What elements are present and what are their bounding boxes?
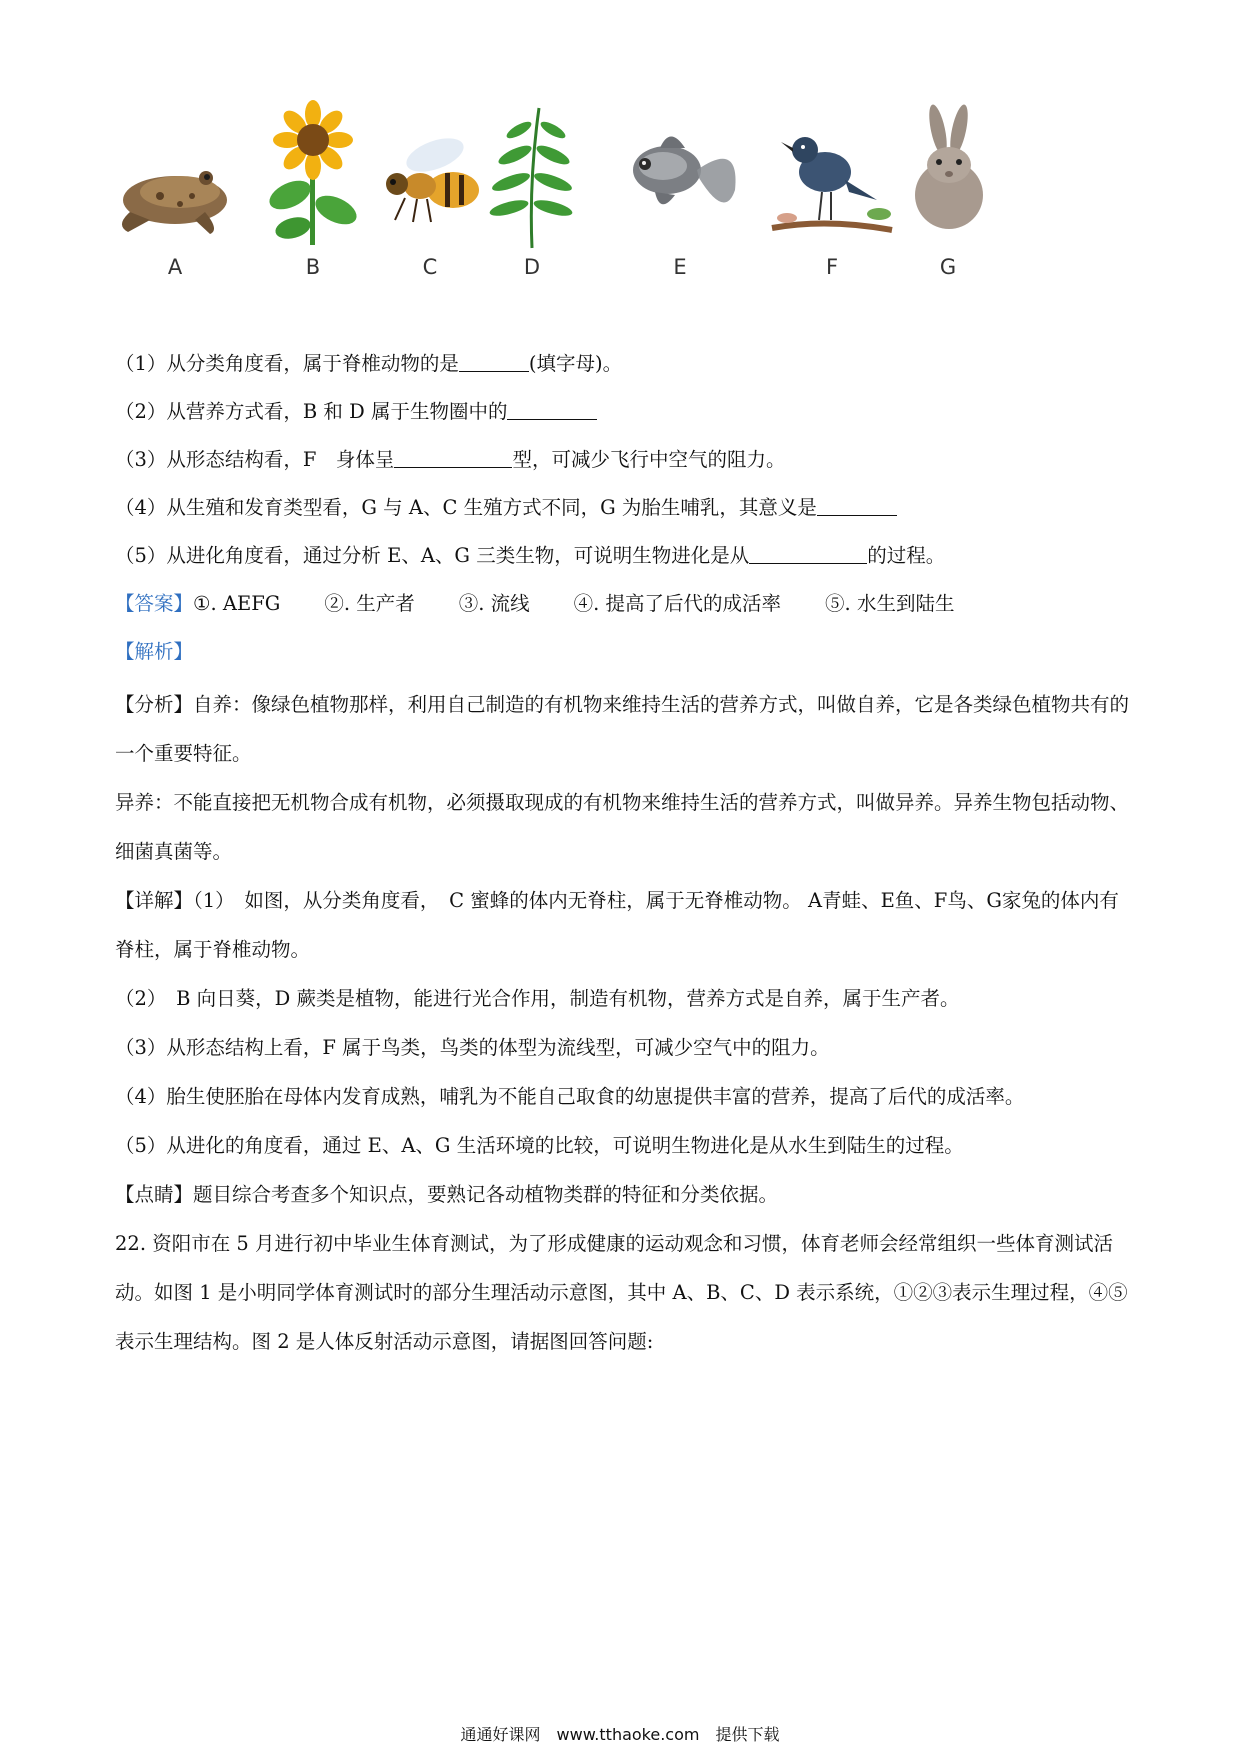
question-text: (填字母)。 (528, 352, 623, 375)
organism-b (248, 100, 378, 290)
organism-figure (110, 100, 1130, 290)
analysis-paragraph-2: 异养：不能直接把无机物合成有机物，必须摄取现成的有机物来维持生活的营养方式，叫做异养。异养生物包括动物、细菌真菌等。 (115, 791, 1130, 863)
detail-paragraph-5: （5）从进化的角度看，通过 E、A、G 生活环境的比较，可说明生物进化是从水生到陆生的过程。 (115, 1134, 964, 1157)
question-3 (115, 446, 785, 474)
question-2 (115, 398, 597, 426)
question-text: （1）从分类角度看，属于脊椎动物的是 (115, 352, 459, 375)
organism-letter: G (939, 255, 957, 279)
detail-paragraph-2: （2） B 向日葵，D 蕨类是植物，能进行光合作用，制造有机物，营养方式是自养，属于生产者。 (115, 987, 960, 1010)
organism-g (883, 100, 1013, 290)
question-text: 的过程。 (867, 544, 946, 567)
paragraph-text: 题目综合考查多个知识点，要熟记各动植物类群的特征和分类依据。 (193, 1183, 779, 1206)
paragraph-tag: 【分析】 (115, 693, 194, 716)
question-text: 型，可减少飞行中空气的阻力。 (512, 448, 786, 471)
pointer-paragraph (115, 1170, 1133, 1219)
question-5 (115, 542, 945, 570)
organism-letter: F (825, 255, 839, 279)
analysis-tag: 【解析】 (115, 640, 194, 663)
organism-letter: D (523, 255, 541, 279)
answer-item: ③. 流线 (458, 592, 530, 615)
sunflower-icon (248, 100, 378, 250)
page-footer: 通通好课网 www.tthaoke.com 提供下载 (460, 1725, 780, 1744)
question-22: 22. 资阳市在 5 月进行初中毕业生体育测试，为了形成健康的运动观念和习惯，体育老师会经常组织一些体育测试活动。如图 1 是小明同学体育测试时的部分生理活动示意图，其中 A、B、C、D 表示系统，①②③表示生理过程，④⑤表示生理结构。图 2 是人体反射活动示意图，请据图回答问题: (115, 1232, 1128, 1353)
question-text: （5）从进化角度看，通过分析 E、A、G 三类生物，可说明生物进化是从 (115, 544, 750, 567)
answer-blank[interactable] (507, 399, 597, 420)
organism-f (767, 100, 897, 290)
goldfish-icon (615, 100, 745, 250)
question-text: （2）从营养方式看，B 和 D 属于生物圈中的 (115, 400, 508, 423)
question-4 (115, 494, 897, 522)
paragraph-tag: 【点睛】 (115, 1183, 194, 1206)
analysis-paragraph-1 (115, 680, 1133, 778)
rabbit-icon (883, 100, 1013, 250)
fern-icon (467, 100, 597, 250)
organism-d (467, 100, 597, 290)
organism-letter: A (167, 255, 183, 279)
answer-tag: 【答案】 (115, 592, 194, 615)
frog-icon (110, 100, 240, 250)
organism-letter: C (422, 255, 438, 279)
answer-blank[interactable] (817, 495, 897, 516)
answer-blank[interactable] (749, 543, 867, 564)
answer-item: ①. AEFG (193, 592, 281, 615)
organism-letter: E (673, 255, 687, 279)
answer-line (115, 590, 998, 618)
organism-letter: B (305, 255, 321, 279)
answer-blank[interactable] (394, 447, 512, 468)
organism-e (615, 100, 745, 290)
question-1 (115, 350, 622, 378)
answer-item: ②. 生产者 (324, 592, 415, 615)
detail-paragraph-4: （4）胎生使胚胎在母体内发育成熟，哺乳为不能自己取食的幼崽提供丰富的营养，提高了后代的成活率。 (115, 1085, 1025, 1108)
answer-item: ⑤. 水生到陆生 (825, 592, 955, 615)
question-text: （4）从生殖和发育类型看，G 与 A、C 生殖方式不同，G 为胎生哺乳，其意义是 (115, 496, 817, 519)
answer-item: ④. 提高了后代的成活率 (573, 592, 782, 615)
question-text: （3）从形态结构看，F 身体呈 (115, 448, 395, 471)
paragraph-text: （1） 如图，从分类角度看， C 蜜蜂的体内无脊柱，属于无脊椎动物。 A青蛙、E鱼、F鸟、G家兔的体内有脊柱，属于脊椎动物。 (115, 889, 1119, 961)
detail-paragraph-3: （3）从形态结构上看，F 属于鸟类，鸟类的体型为流线型，可减少空气中的阻力。 (115, 1036, 830, 1059)
answer-blank[interactable] (459, 351, 529, 372)
paragraph-text: 自养：像绿色植物那样，利用自己制造的有机物来维持生活的营养方式，叫做自养，它是各类绿色植物共有的一个重要特征。 (115, 693, 1130, 765)
paragraph-tag: 【详解】 (115, 889, 194, 912)
organism-a (110, 100, 240, 290)
detail-paragraph-1 (115, 876, 1133, 974)
bird-icon (767, 100, 897, 250)
